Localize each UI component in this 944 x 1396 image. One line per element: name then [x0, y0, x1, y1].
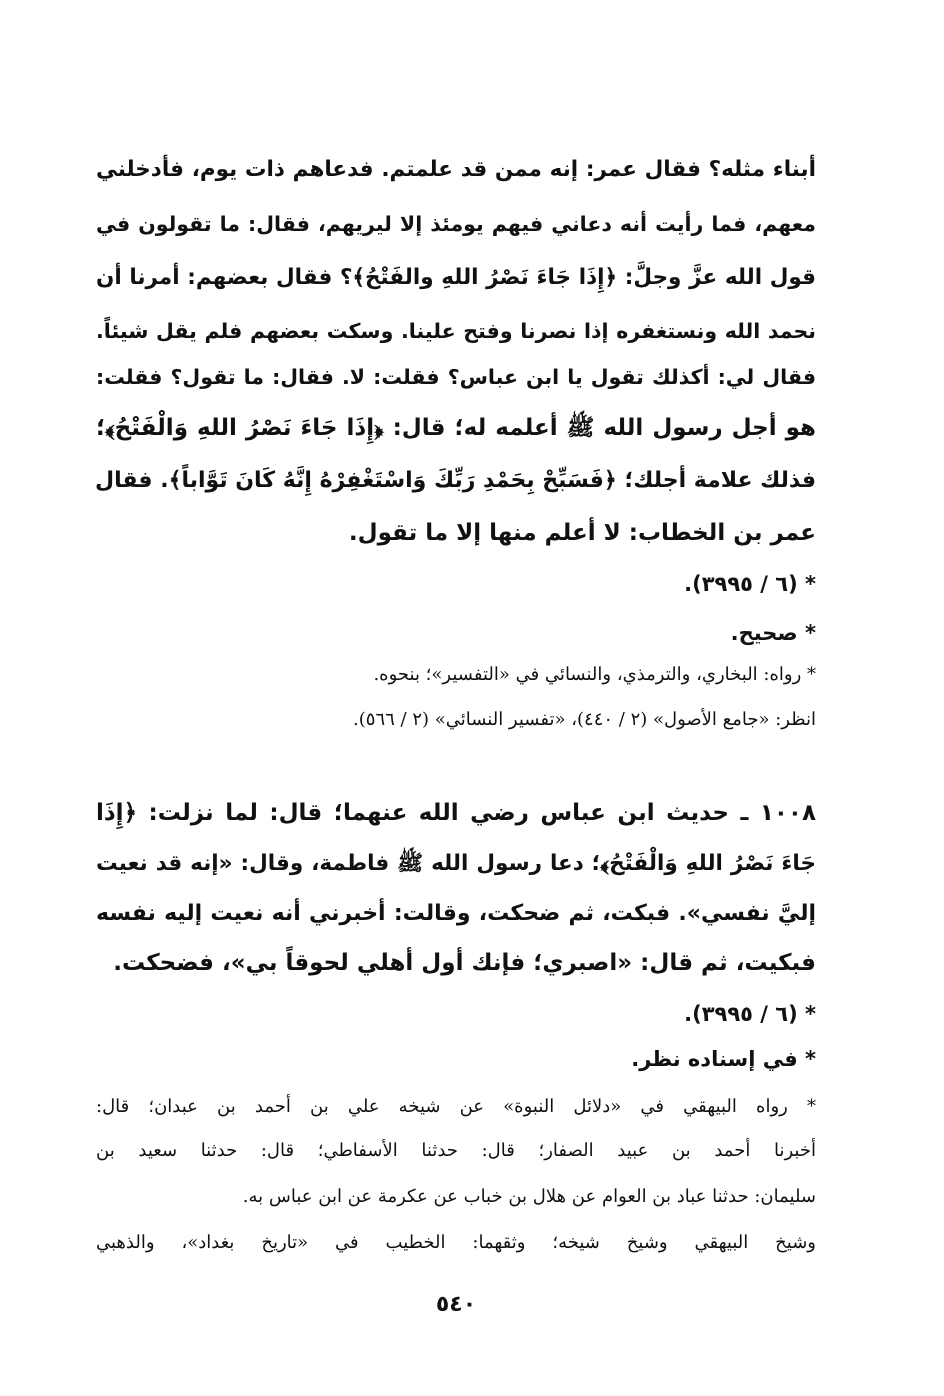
text-line: هو أجل رسول الله ﷺ أعلمه له؛ قال: ﴿إِذَا جَاءَ نَصْرُ اللهِ وَالْفَتْحُ﴾؛ — [96, 415, 816, 441]
footnote-line: انظر: «جامع الأصول» (٢ / ٤٤٠)، «تفسير النسائي» (٢ / ٥٦٦). — [353, 709, 816, 730]
footnote-line: أخبرنا أحمد بن عبيد الصفار؛ قال: حدثنا الأسفاطي؛ قال: حدثنا سعيد بن — [96, 1140, 816, 1161]
hadith-reference: * (٦ / ٣٩٩٥). — [684, 572, 816, 596]
text-line: عمر بن الخطاب: لا أعلم منها إلا ما تقول. — [348, 520, 816, 546]
text-line: جَاءَ نَصْرُ اللهِ وَالْفَتْحُ﴾؛ دعا رسول الله ﷺ فاطمة، وقال: «إنه قد نعيت — [96, 851, 816, 876]
document-page — [96, 0, 816, 1396]
text-line: قول الله عزَّ وجلَّ: ﴿إِذَا جَاءَ نَصْرُ اللهِ والفَتْحُ﴾؟ فقال بعضهم: أمرنا أن — [96, 265, 816, 290]
text-line: فذلك علامة أجلك؛ ﴿فَسَبِّحْ بِحَمْدِ رَبِّكَ وَاسْتَغْفِرْهُ إِنَّهُ كَانَ تَوَّاباً﴾. فقال — [95, 468, 816, 493]
text-line: أبناء مثله؟ فقال عمر: إنه ممن قد علمتم. فدعاهم ذات يوم، فأدخلني — [96, 157, 816, 182]
page-number: ٥٤٠ — [435, 1292, 477, 1317]
hadith-heading-line: ١٠٠٨ ـ حديث ابن عباس رضي الله عنهما؛ قال: لما نزلت: ﴿إِذَا — [96, 800, 816, 826]
footnote-line: سليمان: حدثنا عباد بن العوام عن هلال بن خباب عن عكرمة عن ابن عباس به. — [242, 1186, 816, 1207]
footnote-line: * رواه البيهقي في «دلائل النبوة» عن شيخه علي بن أحمد بن عبدان؛ قال: — [96, 1096, 816, 1117]
text-line: معهم، فما رأيت أنه دعاني فيهم يومئذ إلا ليريهم، فقال: ما تقولون في — [96, 212, 816, 236]
hadith-reference: * (٦ / ٣٩٩٥). — [684, 1002, 816, 1026]
text-line: فبكيت، ثم قال: «اصبري؛ فإنك أول أهلي لحوقاً بي»، فضحكت. — [113, 950, 816, 976]
text-line: فقال لي: أكذلك تقول يا ابن عباس؟ فقلت: لا. فقال: ما تقول؟ فقلت: — [96, 365, 816, 389]
hadith-grade: * صحيح. — [730, 621, 816, 645]
footnote-line: * رواه: البخاري، والترمذي، والنسائي في «التفسير»؛ بنحوه. — [373, 664, 816, 685]
text-line: نحمد الله ونستغفره إذا نصرنا وفتح علينا. وسكت بعضهم فلم يقل شيئاً. — [96, 319, 816, 343]
footnote-line: وشيخ البيهقي وشيخ شيخه؛ وثقهما: الخطيب في «تاريخ بغداد»، والذهبي — [96, 1232, 816, 1253]
hadith-grade: * في إسناده نظر. — [631, 1047, 816, 1071]
text-line: إليَّ نفسي». فبكت، ثم ضحكت، وقالت: أخبرني أنه نعيت إليه نفسه — [96, 901, 816, 926]
